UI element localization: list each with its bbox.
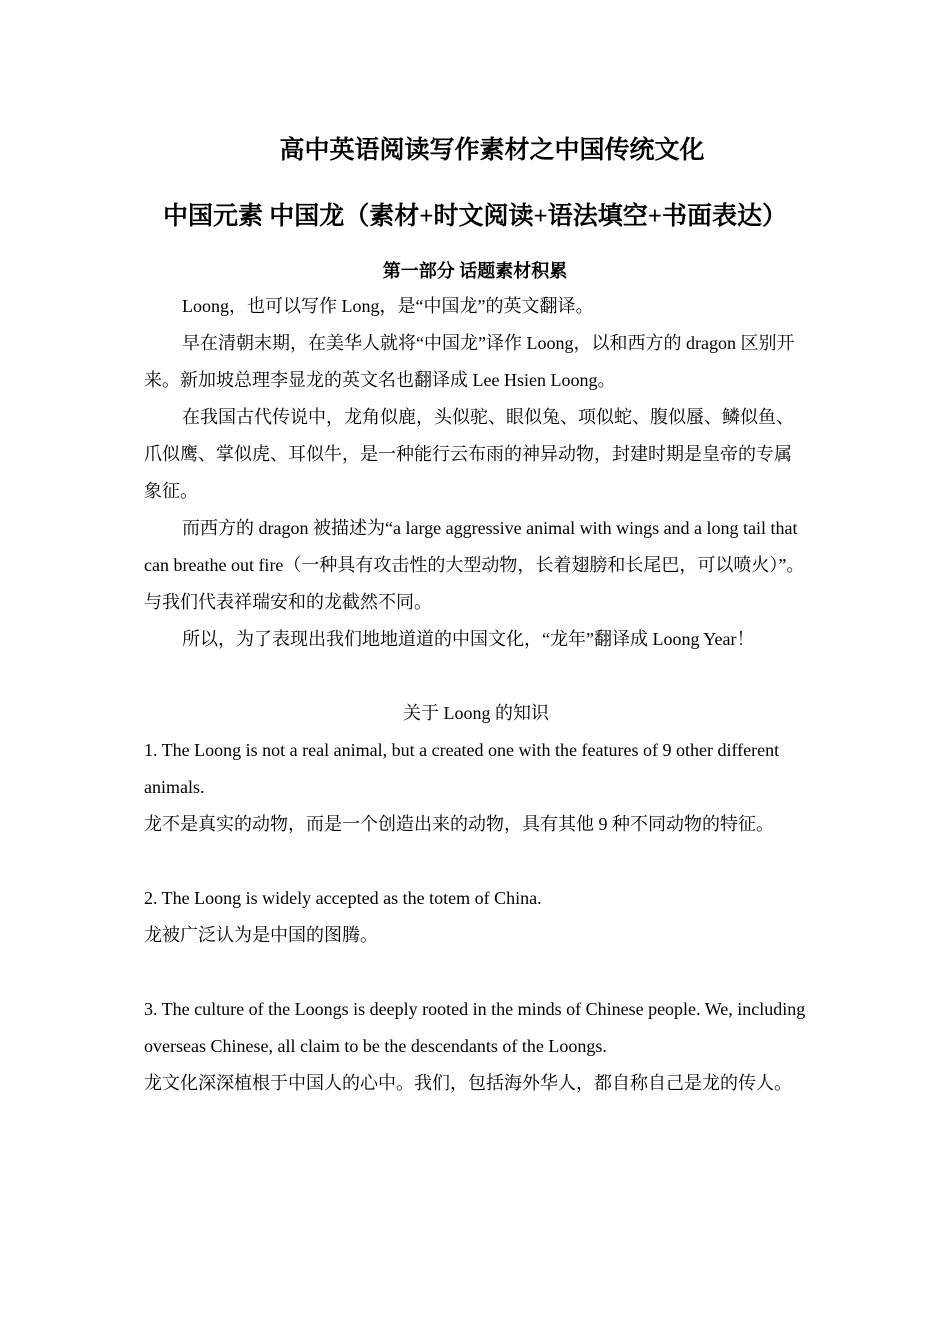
paragraph: 而西方的 dragon 被描述为“a large aggressive animal with wings and a long tail that can breathe out fire（一种具有攻击性的大型动物，长着翅膀和长尾巴，可以喷火）”。与我们代表祥瑞安和的龙截然不同。 bbox=[144, 518, 805, 612]
fact-english: 3. The culture of the Loongs is deeply rooted in the minds of Chinese people. We, including overseas Chinese, all claim to be the descendants of the Loongs. bbox=[144, 999, 806, 1056]
section-heading: 第一部分 话题素材积累 bbox=[382, 261, 568, 281]
fact-chinese: 龙文化深深植根于中国人的心中。我们，包括海外华人，都自称自己是龙的传人。 bbox=[144, 1073, 792, 1093]
paragraph: 所以，为了表现出我们地地道道的中国文化，“龙年”翻译成 Loong Year！ bbox=[182, 629, 755, 649]
document-body bbox=[144, 288, 808, 1102]
knowledge-heading: 关于 Loong 的知识 bbox=[403, 703, 549, 723]
paragraph: 在我国古代传说中，龙角似鹿，头似驼、眼似兔、项似蛇、腹似蜃、鳞似鱼、爪似鹰、掌似虎、耳似牛，是一种能行云布雨的神异动物，封建时期是皇帝的专属象征。 bbox=[144, 407, 794, 501]
document-subtitle: 中国元素 中国龙（素材+时文阅读+语法填空+书面表达） bbox=[163, 203, 787, 230]
document-title: 高中英语阅读写作素材之中国传统文化 bbox=[279, 137, 705, 164]
spacer bbox=[144, 954, 808, 991]
paragraph: 早在清朝末期，在美华人就将“中国龙”译作 Loong，以和西方的 dragon 区别开来。新加坡总理李显龙的英文名也翻译成 Lee Hsien Loong。 bbox=[144, 333, 795, 390]
fact-chinese: 龙被广泛认为是中国的图腾。 bbox=[144, 925, 378, 945]
spacer bbox=[144, 658, 808, 695]
spacer bbox=[144, 843, 808, 880]
fact-chinese: 龙不是真实的动物，而是一个创造出来的动物，具有其他 9 种不同动物的特征。 bbox=[144, 814, 774, 834]
fact-english: 2. The Loong is widely accepted as the totem of China. bbox=[144, 888, 542, 908]
paragraph: Loong，也可以写作 Long，是“中国龙”的英文翻译。 bbox=[182, 296, 594, 316]
fact-english: 1. The Loong is not a real animal, but a created one with the features of 9 other different animals. bbox=[144, 740, 780, 797]
